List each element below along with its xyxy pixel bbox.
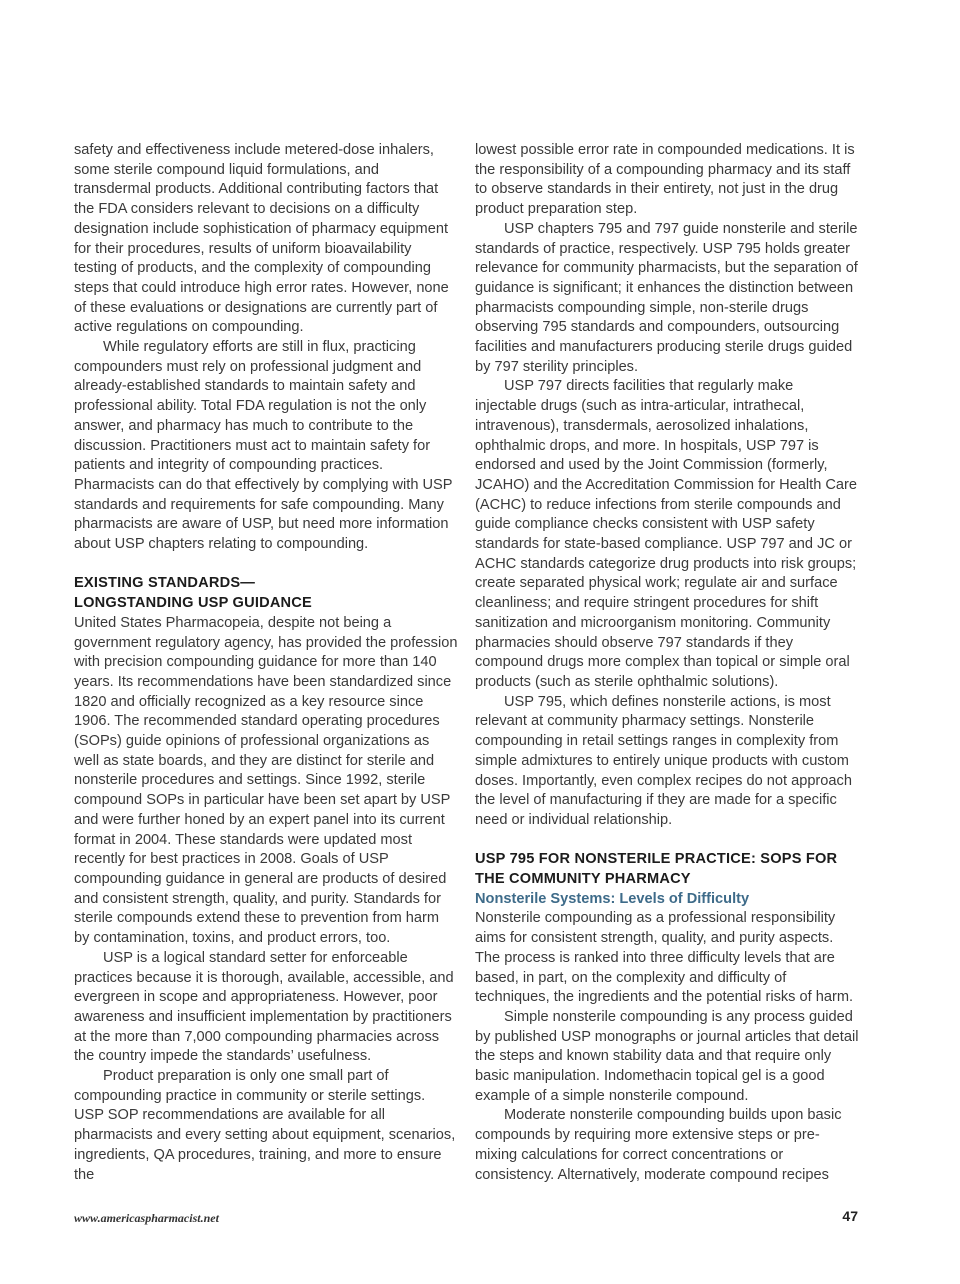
section-heading-line: EXISTING STANDARDS— bbox=[74, 575, 256, 592]
section-heading-line: THE COMMUNITY PHARMACY bbox=[475, 871, 691, 887]
subsection-heading: Nonsterile Systems: Levels of Difficulty bbox=[475, 890, 750, 907]
body-paragraph: USP 795, which defines nonsterile actions, is most relevant at community pharmacy settings. Nonsterile compounding in retail settings ranges in complexity from simple admixtures to entirely unique products with custom doses. Importantly, even complex recipes do not approach the level of manufacturing if they are made for a specific need or individual relationship. bbox=[475, 693, 852, 828]
body-paragraph: Moderate nonsterile compounding builds upon basic compounds by requiring more extensive steps or pre-mixing calculations for correct concentrations or consistency. Alternatively, moderate compound recipes bbox=[475, 1107, 842, 1183]
section-heading bbox=[475, 850, 859, 889]
right-column bbox=[475, 141, 859, 1185]
section-heading-line: LONGSTANDING USP GUIDANCE bbox=[74, 595, 312, 612]
body-paragraph: Simple nonsterile compounding is any process guided by published USP monographs or journal articles that detail the steps and known stability data and that require only basic manipulation. Indomethacin topical gel is a good example of a simple nonsterile compound. bbox=[475, 1008, 859, 1104]
body-paragraph: United States Pharmacopeia, despite not being a government regulatory agency, has provided the profession with precision compounding guidance for more than 140 years. Its recommendations have been standardized since 1820 and officially recognized as a key resource since 1906. The recommended standard operating procedures (SOPs) guide opinions of professional organizations as well as state boards, and they are distinct for sterile and nonsterile procedures and settings. Since 1992, sterile compound SOPs in particular have been set apart by USP and were further honed by an expert panel into its current format in 2004. These standards were updated most recently for best practices in 2008. Goals of USP compounding guidance in general are products of desired and consistent strength, quality, and purity. Standards for sterile compounds extend these to prevention from harm by contamination, toxins, and product errors, too. bbox=[74, 614, 458, 947]
body-paragraph: Nonsterile compounding as a professional responsibility aims for consistent strength, quality, and purity aspects. The process is ranked into three difficulty levels that are based, in part, on the complexity and difficulty of techniques, the ingredients and the potential risks of harm. bbox=[475, 910, 854, 1006]
body-paragraph: USP chapters 795 and 797 guide nonsterile and sterile standards of practice, respectively. USP 795 holds greater relevance for community pharmacists, but the separation of guidance is significant; it enhances the distinction between pharmacists compounding simple, non-sterile drugs observing 795 standards and compounders, outsourcing facilities and manufacturers producing sterile drugs guided by 797 sterility principles. bbox=[475, 220, 858, 375]
footer-website: www.americaspharmacist.net bbox=[74, 1211, 219, 1225]
page-number: 47 bbox=[842, 1208, 858, 1224]
section-heading bbox=[74, 574, 458, 613]
body-paragraph: While regulatory efforts are still in flux, practicing compounders must rely on professional judgment and already-established standards to maintain safety and professional ability. Total FDA regulation is not the only answer, and pharmacy has much to contribute to the discussion. Practitioners must act to maintain safety for patients and integrity of compounding practices. Pharmacists can do that effectively by complying with USP standards and requirements for safe compounding. Many pharmacists are aware of USP, but need more information about USP chapters relating to compounding. bbox=[74, 339, 453, 553]
body-paragraph: Product preparation is only one small part of compounding practice in community or sterile settings. USP SOP recommendations are available for all pharmacists and every setting about equipment, scenarios, ingredients, QA procedures, training, and more to ensure the bbox=[74, 1068, 456, 1183]
section-heading-line: USP 795 FOR NONSTERILE PRACTICE: SOPS FOR bbox=[475, 851, 838, 868]
body-paragraph: USP is a logical standard setter for enforceable practices because it is thorough, available, accessible, and evergreen in scope and appropriateness. However, poor awareness and insufficient implementation by practitioners at the more than 7,000 compounding pharmacies across the country impede the standards’ usefulness. bbox=[74, 949, 454, 1065]
left-column bbox=[74, 141, 458, 1185]
body-paragraph: USP 797 directs facilities that regularly make injectable drugs (such as intra-articular, intrathecal, intravenous), transdermals, aerosolized inhalations, ophthalmic drops, and more. In hospitals, USP 797 is endorsed and used by the Joint Commission (formerly, JCAHO) and the Accreditation Commission for Health Care (ACHC) to reduce infections from sterile compounds and guide compliance checks consistent with USP safety standards for state-based compliance. USP 797 and JC or ACHC standards categorize drug products into risk groups; create separated physical work; regulate air and surface cleanliness; and require stringent procedures for shift sanitization and microorganism monitoring. Community pharmacies should observe 797 standards if they compound drugs more complex than topical or simple oral products (such as sterile ophthalmic solutions). bbox=[475, 378, 858, 690]
body-paragraph: safety and effectiveness include metered-dose inhalers, some sterile compound liquid formulations, and transdermal products. Additional contributing factors that the FDA considers relevant to decisions on a difficulty designation include sophistication of pharmacy equipment for their procedures, results of uniform bioavailability testing of products, and the complexity of compounding steps that could introduce high error rates. However, none of these evaluations or designations are currently part of active regulations on compounding. bbox=[74, 142, 449, 336]
body-paragraph: lowest possible error rate in compounded medications. It is the responsibility of a compounding pharmacy and its staff to observe standards in their entirety, not just in the drug product preparation step. bbox=[475, 142, 855, 218]
